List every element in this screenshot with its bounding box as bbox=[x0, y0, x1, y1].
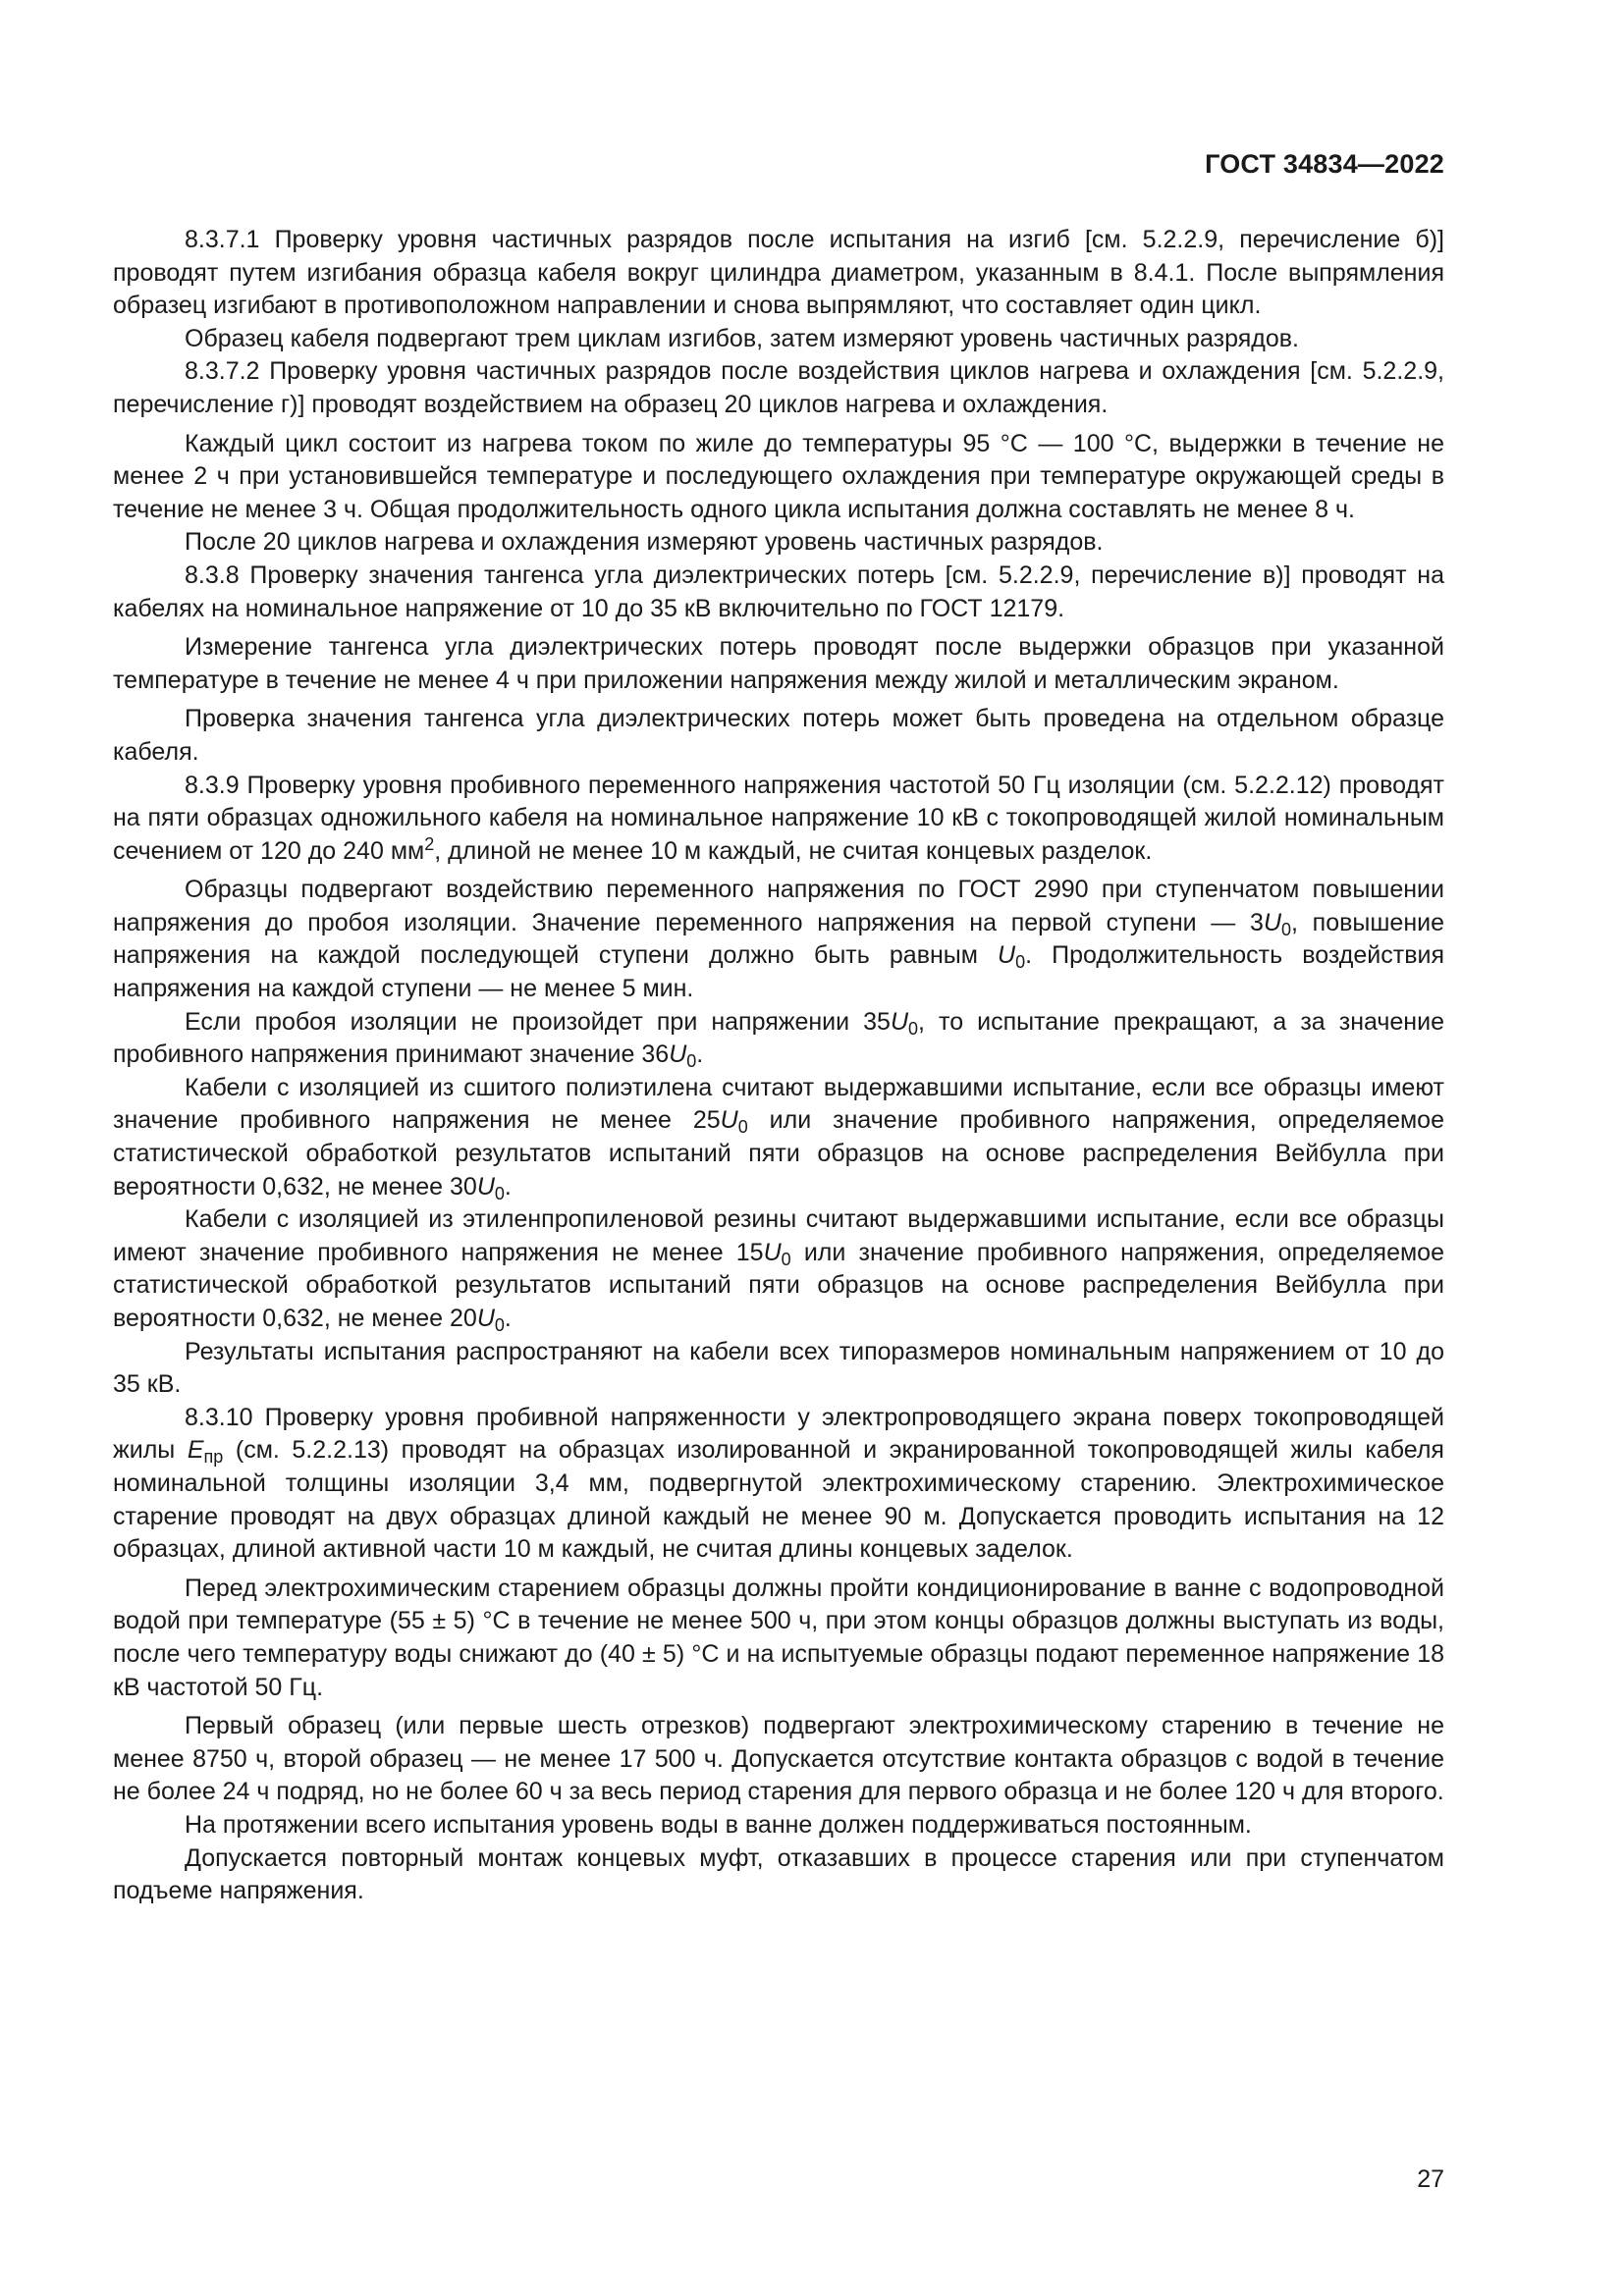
paragraph-8-3-7-2: 8.3.7.2 Проверку уровня частичных разрядов после воздействия циклов нагрева и охлаждения [см. 5.2.2.9, перечисление г)] проводят воздействием на образец 20 циклов нагрева и охлаждения. bbox=[113, 357, 1444, 418]
p12-text-a: Кабели с изоляцией из сшитого полиэтилена считают выдержавшими испытание, если все образцы имеют значение пробивного напряжения не менее 25 bbox=[113, 1073, 1444, 1135]
u-subscript: 0 bbox=[494, 1183, 505, 1203]
paragraph-8-3-7-1: 8.3.7.1 Проверку уровня частичных разрядов после испытания на изгиб [см. 5.2.2.9, перечисление б)] проводят путем изгибания образца кабеля вокруг цилиндра диаметром, указанным в 8.4.1. После выпрямления образец изгибают в противоположном направлении и снова выпрямляют, что составляет один цикл. bbox=[113, 226, 1444, 320]
p11-text-a: Если пробоя изоляции не произойдет при напряжении 35 bbox=[185, 1007, 891, 1036]
p9-superscript: 2 bbox=[424, 833, 435, 854]
u-symbol: U bbox=[763, 1238, 782, 1266]
paragraph-after-cycles: После 20 циклов нагрева и охлаждения измеряют уровень частичных разрядов. bbox=[185, 528, 1104, 557]
p13-text-c: . bbox=[504, 1305, 512, 1332]
document-standard-header: ГОСТ 34834—2022 bbox=[1205, 149, 1444, 179]
u-symbol: U bbox=[669, 1041, 687, 1069]
u-symbol: U bbox=[1263, 908, 1281, 936]
p13-text-a: Кабели с изоляцией из этиленпропиленовой резины считают выдержавшими испытание, если все образцы имеют значение пробивного напряжения не менее 15 bbox=[113, 1205, 1444, 1266]
p15-text-a: 8.3.10 Проверку уровня пробивной напряженности у электропроводящего экрана поверх токопроводящей жилы bbox=[113, 1403, 1444, 1465]
u-subscript: 0 bbox=[781, 1249, 791, 1269]
paragraph-tangent-separate-sample: Проверка значения тангенса угла диэлектрических потерь может быть проведена на отдельном образце кабеля. bbox=[113, 705, 1444, 766]
document-body bbox=[113, 224, 1444, 1908]
p11-text-b: , то испытание прекращают, а за значение пробивного напряжения принимают значение 36 bbox=[113, 1007, 1444, 1069]
u-subscript: 0 bbox=[686, 1051, 697, 1072]
paragraph-tangent-measurement: Измерение тангенса угла диэлектрических потерь проводят после выдержки образцов при указанной температуре в течение не менее 4 ч при приложении напряжения между жилой и металлическим экраном. bbox=[113, 633, 1444, 694]
u-symbol: U bbox=[476, 1305, 495, 1332]
p10-text-c: . Продолжительность воздействия напряжения на каждой ступени — не менее 5 мин. bbox=[113, 941, 1444, 1003]
p9-text-a: 8.3.9 Проверку уровня пробивного переменного напряжения частотой 50 Гц изоляции (см. 5.2.2.12) проводят на пяти образцах одножильного кабеля на номинальное напряжение 10 кВ с токопроводящей жилой номинальным сечением от 120 до 240 мм bbox=[113, 771, 1444, 865]
p10-text-b: , повышение напряжения на каждой последующей ступени должно быть равным bbox=[113, 908, 1445, 970]
paragraph-epr-criteria bbox=[113, 1203, 1444, 1335]
u-subscript: 0 bbox=[1281, 919, 1292, 939]
e-symbol: E bbox=[187, 1436, 204, 1465]
paragraph-aging-duration: Первый образец (или первые шесть отрезков) подвергают электрохимическому старению в течение не менее 8750 ч, второй образец — не менее 17 500 ч. Допускается отсутствие контакта образцов с водой в течение не более 24 ч подряд, но не более 60 ч за весь период старения для первого образца и не более 120 ч для второго. bbox=[113, 1712, 1444, 1806]
u-symbol: U bbox=[890, 1007, 909, 1036]
p15-text-b: (см. 5.2.2.13) проводят на образцах изолированной и экранированной токопроводящей жилы кабеля номинальной толщины изоляции 3,4 мм, подвергнутой электрохимическому старению. Электрохимическое старение проводят на двух образцах длиной каждый не менее 90 м. Допускается проводить испытания на 12 образцах, длиной активной части 10 м каждый, не считая длины концевых заделок. bbox=[113, 1436, 1444, 1564]
paragraph-results-scope: Результаты испытания распространяют на кабели всех типоразмеров номинальным напряжением от 10 до 35 кВ. bbox=[113, 1337, 1444, 1399]
paragraph-bending-cycles: Образец кабеля подвергают трем циклам изгибов, затем измеряют уровень частичных разрядов. bbox=[185, 324, 1299, 352]
p10-text-a: Образцы подвергают воздействию переменного напряжения по ГОСТ 2990 при ступенчатом повышении напряжения до пробоя изоляции. Значение переменного напряжения на первой ступени — 3 bbox=[113, 876, 1444, 936]
paragraph-xlpe-criteria bbox=[113, 1072, 1444, 1203]
u-subscript: 0 bbox=[908, 1018, 919, 1039]
u-subscript: 0 bbox=[737, 1117, 748, 1138]
p13-text-b: или значение пробивного напряжения, определяемое статистической обработкой результатов испытаний пяти образцов на основе распределения Вейбулла при вероятности 0,632, не менее 20 bbox=[113, 1238, 1444, 1332]
u-subscript: 0 bbox=[494, 1315, 505, 1335]
paragraph-step-voltage bbox=[113, 874, 1444, 1005]
paragraph-heating-cycle: Каждый цикл состоит из нагрева током по жиле до температуры 95 °С — 100 °С, выдержки в течение не менее 2 ч при установившейся температуре и последующего охлаждения при температуре окружающей среды в течение не менее 3 ч. Общая продолжительность одного цикла испытания должна составлять не менее 8 ч. bbox=[113, 429, 1444, 523]
paragraph-no-breakdown bbox=[113, 1006, 1444, 1072]
paragraph-conditioning: Перед электрохимическим старением образцы должны пройти кондиционирование в ванне с водопроводной водой при температуре (55 ± 5) °С в течение не менее 500 ч, при этом концы образцов должны выступать из воды, после чего температуру воды снижают до (40 ± 5) °С и на испытуемые образцы подают переменное напряжение 18 кВ частотой 50 Гц. bbox=[113, 1574, 1444, 1701]
u-symbol: U bbox=[720, 1106, 738, 1135]
p9-text-b: , длиной не менее 10 м каждый, не считая концевых разделок. bbox=[434, 836, 1153, 865]
p11-text-c: . bbox=[696, 1041, 704, 1069]
u-symbol: U bbox=[476, 1172, 495, 1201]
paragraph-8-3-9 bbox=[113, 770, 1444, 869]
e-subscript: пр bbox=[203, 1447, 224, 1468]
p12-text-c: . bbox=[504, 1172, 512, 1201]
page-number: 27 bbox=[1417, 2165, 1444, 2193]
paragraph-8-3-8: 8.3.8 Проверку значения тангенса угла диэлектрических потерь [см. 5.2.2.9, перечисление в)] проводят на кабелях на номинальное напряжение от 10 до 35 кВ включительно по ГОСТ 12179. bbox=[113, 561, 1444, 622]
paragraph-remount-sleeves: Допускается повторный монтаж концевых муфт, отказавших в процессе старения или при ступенчатом подъеме напряжения. bbox=[113, 1843, 1444, 1905]
p12-text-b: или значение пробивного напряжения, определяемое статистической обработкой результатов испытаний пяти образцов на основе распределения Вейбулла при вероятности 0,632, не менее 30 bbox=[113, 1106, 1444, 1201]
paragraph-water-level: На протяжении всего испытания уровень воды в ванне должен поддерживаться постоянным. bbox=[185, 1810, 1252, 1839]
paragraph-8-3-10 bbox=[113, 1402, 1444, 1567]
u-symbol: U bbox=[998, 941, 1016, 970]
u-subscript: 0 bbox=[1015, 952, 1026, 973]
